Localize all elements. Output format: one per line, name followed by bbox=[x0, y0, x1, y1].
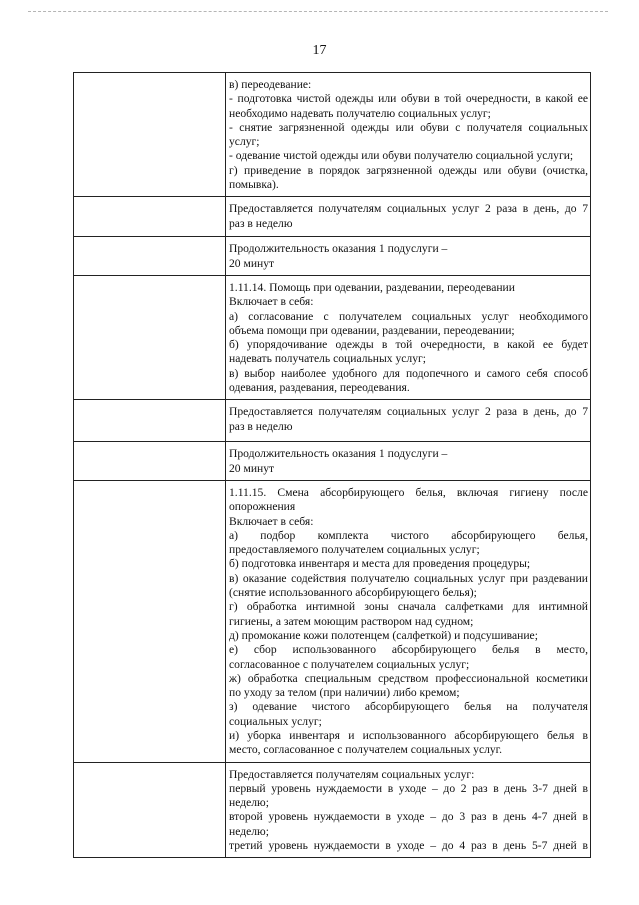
text-line: согласованное с получателем социальных услуг; bbox=[229, 657, 470, 671]
text-line: г) обработка интимной зоны сначала салфетками для интимной bbox=[229, 600, 588, 614]
text-line: в) выбор наиболее удобного для подопечного и самого себя способ bbox=[229, 366, 588, 380]
text-line: и) уборка инвентаря и использованного абсорбирующего белья в bbox=[229, 728, 588, 742]
scan-header-line bbox=[28, 11, 608, 12]
text-line: опорожнения bbox=[229, 500, 296, 514]
left-cell bbox=[74, 442, 226, 481]
text-line: - снятие загрязненной одежды или обуви с получателя социальных bbox=[229, 120, 588, 134]
text-line: а) согласование с получателем социальных услуг необходимого bbox=[229, 309, 588, 323]
text-line: 20 минут bbox=[229, 461, 275, 475]
text-line: гигиены, а затем моющим раствором над судном; bbox=[229, 614, 474, 628]
left-cell bbox=[74, 197, 226, 237]
text-line: в) оказание содействия получателю социальных услуг при раздевании bbox=[229, 571, 588, 585]
text-line: надевать получатель социальных услуг; bbox=[229, 352, 426, 366]
description-cell bbox=[226, 400, 591, 442]
text-line: 1.11.15. Смена абсорбирующего белья, включая гигиену после bbox=[229, 485, 588, 499]
text-line: неделю; bbox=[229, 796, 269, 810]
text-line: раз в неделю bbox=[229, 419, 293, 433]
left-cell bbox=[74, 237, 226, 276]
left-cell bbox=[74, 762, 226, 858]
text-line: первый уровень нуждаемости в уходе – до 2 раз в день 3-7 дней в bbox=[229, 781, 588, 795]
text-line: Предоставляется получателям социальных услуг 2 раза в день, до 7 bbox=[229, 405, 588, 419]
text-line: социальных услуг; bbox=[229, 714, 322, 728]
text-line: е) сбор использованного абсорбирующего белья в место, bbox=[229, 643, 588, 657]
text-line: Продолжительность оказания 1 подуслуги – bbox=[229, 447, 448, 461]
text-line: неделю; bbox=[229, 824, 269, 838]
table-row bbox=[74, 442, 591, 481]
text-line: (снятие использованного абсорбирующего белья); bbox=[229, 586, 477, 600]
table-row bbox=[74, 237, 591, 276]
description-cell bbox=[226, 480, 591, 762]
text-line: по уходу за телом (при наличии) либо кремом; bbox=[229, 686, 460, 700]
text-line: одевания, раздевания, переодевания. bbox=[229, 381, 410, 395]
text-line: Предоставляется получателям социальных услуг: bbox=[229, 767, 475, 781]
text-line: б) упорядочивание одежды в той очередности, в какой ее будет bbox=[229, 338, 588, 352]
page-number: 17 bbox=[312, 43, 327, 58]
text-line: Включает в себя: bbox=[229, 295, 314, 309]
services-table bbox=[73, 72, 591, 858]
text-line: - одевание чистой одежды или обуви получателю социальной услуги; bbox=[229, 149, 574, 163]
text-line: г) приведение в порядок загрязненной одежды или обуви (очистка, bbox=[229, 163, 588, 177]
text-line: объема помощи при одевании, раздевании, переодевании; bbox=[229, 323, 515, 337]
text-line: а) подбор комплекта чистого абсорбирующего белья, bbox=[229, 528, 588, 542]
table-row bbox=[74, 73, 591, 197]
table-row bbox=[74, 762, 591, 858]
text-line: раз в неделю bbox=[229, 216, 293, 230]
left-cell bbox=[74, 73, 226, 197]
description-cell bbox=[226, 762, 591, 858]
left-cell bbox=[74, 400, 226, 442]
text-line: в) переодевание: bbox=[229, 78, 312, 91]
table-row bbox=[74, 197, 591, 237]
description-cell bbox=[226, 237, 591, 276]
text-line: второй уровень нуждаемости в уходе – до 3 раз в день 4-7 дней в bbox=[229, 810, 588, 824]
description-cell bbox=[226, 275, 591, 399]
table-row bbox=[74, 275, 591, 399]
text-line: предоставляемого получателем социальных услуг; bbox=[229, 543, 480, 557]
text-line: Предоставляется получателям социальных услуг 2 раза в день, до 7 bbox=[229, 202, 588, 216]
text-line: 20 минут bbox=[229, 256, 275, 270]
text-line: помывка). bbox=[229, 178, 279, 192]
description-cell bbox=[226, 73, 591, 197]
text-line: услуг; bbox=[229, 135, 260, 149]
text-line: б) подготовка инвентаря и места для проведения процедуры; bbox=[229, 557, 531, 571]
description-cell bbox=[226, 197, 591, 237]
description-cell bbox=[226, 442, 591, 481]
text-line: 1.11.14. Помощь при одевании, раздевании, переодевании bbox=[229, 280, 515, 294]
text-line: место, согласованное с получателем социальных услуг. bbox=[229, 743, 503, 757]
text-line: ж) обработка специальным средством профессиональной косметики bbox=[229, 671, 588, 685]
text-line: необходимо надевать получателю социальных услуг; bbox=[229, 106, 491, 120]
text-line: з) одевание чистого абсорбирующего белья на получателя bbox=[229, 700, 588, 714]
table-row bbox=[74, 480, 591, 762]
left-cell bbox=[74, 480, 226, 762]
text-line: Продолжительность оказания 1 подуслуги – bbox=[229, 242, 448, 256]
table-row bbox=[74, 400, 591, 442]
left-cell bbox=[74, 275, 226, 399]
text-line: - подготовка чистой одежды или обуви в той очередности, в какой ее bbox=[229, 92, 588, 106]
text-line: Включает в себя: bbox=[229, 514, 314, 528]
text-line: д) промокание кожи полотенцем (салфеткой) и подсушивание; bbox=[229, 628, 538, 642]
text-line: третий уровень нуждаемости в уходе – до 4 раз в день 5-7 дней в bbox=[229, 839, 588, 853]
